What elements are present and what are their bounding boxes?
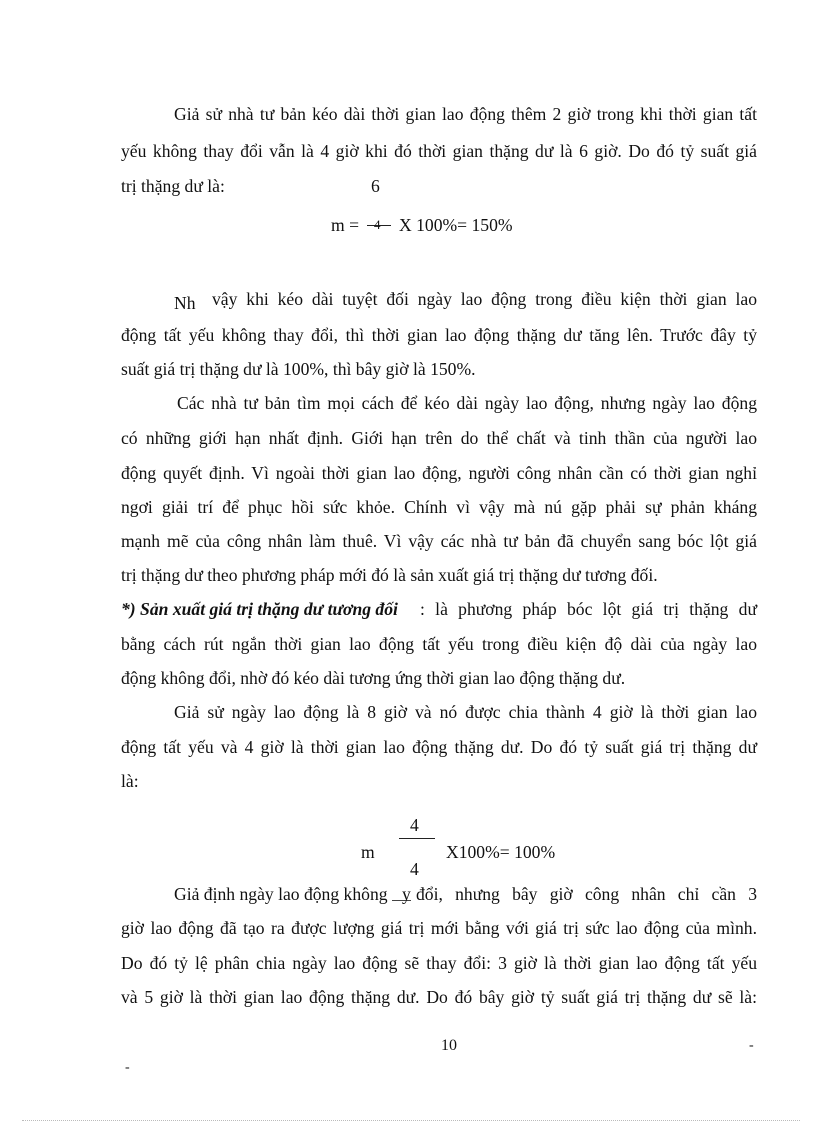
- formula2-rhs: X100%= 100%: [446, 842, 556, 862]
- footer-right-mark: -: [749, 1038, 754, 1053]
- p4-line1-rest: : là phương pháp bóc lột giá trị thặng dư: [420, 599, 757, 619]
- footer-left-mark: -: [125, 1060, 130, 1075]
- p2-start: Nh: [174, 293, 196, 313]
- p6-line1-rest: đổi, nhưng bây giờ công nhân chỉ cần 3: [416, 884, 757, 904]
- formula1-rhs: X 100%= 150%: [399, 215, 513, 235]
- p3-line5: mạnh mẽ của công nhân làm thuê. Vì vậy các nhà tư bản đã chuyển sang bóc lột giá: [121, 531, 757, 551]
- p6-line1-gap: y: [392, 884, 411, 901]
- p3-line6: trị thặng dư theo phương pháp mới đó là sản xuất giá trị thặng dư tương đối.: [121, 565, 658, 585]
- formula1-denominator: 4: [374, 217, 381, 232]
- p6-line1-start: Giả định ngày lao động không: [174, 884, 388, 904]
- p1-line1: Giả sử nhà tư bản kéo dài thời gian lao động thêm 2 giờ trong khi thời gian tất: [174, 104, 757, 124]
- formula1-numerator: 6: [371, 176, 380, 196]
- page-number: 10: [441, 1037, 457, 1054]
- formula2-fraction-bar: [399, 838, 435, 839]
- p3-line3: động quyết định. Vì ngoài thời gian lao động, người công nhân cần có thời gian nghỉ: [121, 463, 757, 483]
- p1-line2: yếu không thay đổi vẫn là 4 giờ khi đó thời gian thặng dư là 6 giờ. Do đó tỷ suất giá: [121, 141, 757, 161]
- p5-line2: động tất yếu và 4 giờ là thời gian lao động thặng dư. Do đó tỷ suất giá trị thặng dư: [121, 737, 757, 757]
- formula2-numerator: 4: [410, 815, 419, 835]
- p5-line3: là:: [121, 771, 139, 791]
- page-bottom-rule: [22, 1120, 800, 1121]
- p4-line3: động không đổi, nhờ đó kéo dài tương ứng thời gian lao động thặng dư.: [121, 668, 626, 688]
- p6-line2: giờ lao động đã tạo ra được lượng giá trị mới bằng với giá trị sức lao động của mình.: [121, 918, 757, 938]
- formula1-lhs: m =: [331, 215, 360, 235]
- p6-line3: Do đó tỷ lệ phân chia ngày lao động sẽ thay đổi: 3 giờ là thời gian lao động tất yếu: [121, 953, 757, 973]
- p3-line2: có những giới hạn nhất định. Giới hạn trên do thể chất và tinh thần của người lao: [121, 428, 757, 448]
- p5-line1: Giả sử ngày lao động là 8 giờ và nó được chia thành 4 giờ là thời gian lao: [174, 702, 757, 722]
- p2-line1: vậy khi kéo dài tuyệt đối ngày lao động trong điều kiện thời gian lao: [212, 289, 757, 309]
- section-heading: *) Sản xuất giá trị thặng dư tương đối: [121, 599, 398, 619]
- p2-line3: suất giá trị thặng dư là 100%, thì bây giờ là 150%.: [121, 359, 476, 379]
- p3-line1: Các nhà tư bản tìm mọi cách để kéo dài ngày lao động, nhưng ngày lao động: [177, 393, 757, 413]
- p4-line2: bằng cách rút ngắn thời gian lao động tất yếu trong điều kiện độ dài của ngày lao: [121, 634, 757, 654]
- p3-line4: ngơi giải trí để phục hồi sức khỏe. Chính vì vậy mà nú gặp phải sự phản kháng: [121, 497, 757, 517]
- p6-line4: và 5 giờ là thời gian lao động thặng dư. Do đó bây giờ tỷ suất giá trị thặng dư sẽ là:: [121, 987, 757, 1007]
- p2-line2: động tất yếu không thay đổi, thì thời gian lao động thặng dư tăng lên. Trước đây tỷ: [121, 325, 757, 345]
- formula2-denominator: 4: [410, 859, 419, 879]
- formula2-lhs: m: [361, 842, 375, 862]
- p1-line3: trị thặng dư là:: [121, 176, 225, 196]
